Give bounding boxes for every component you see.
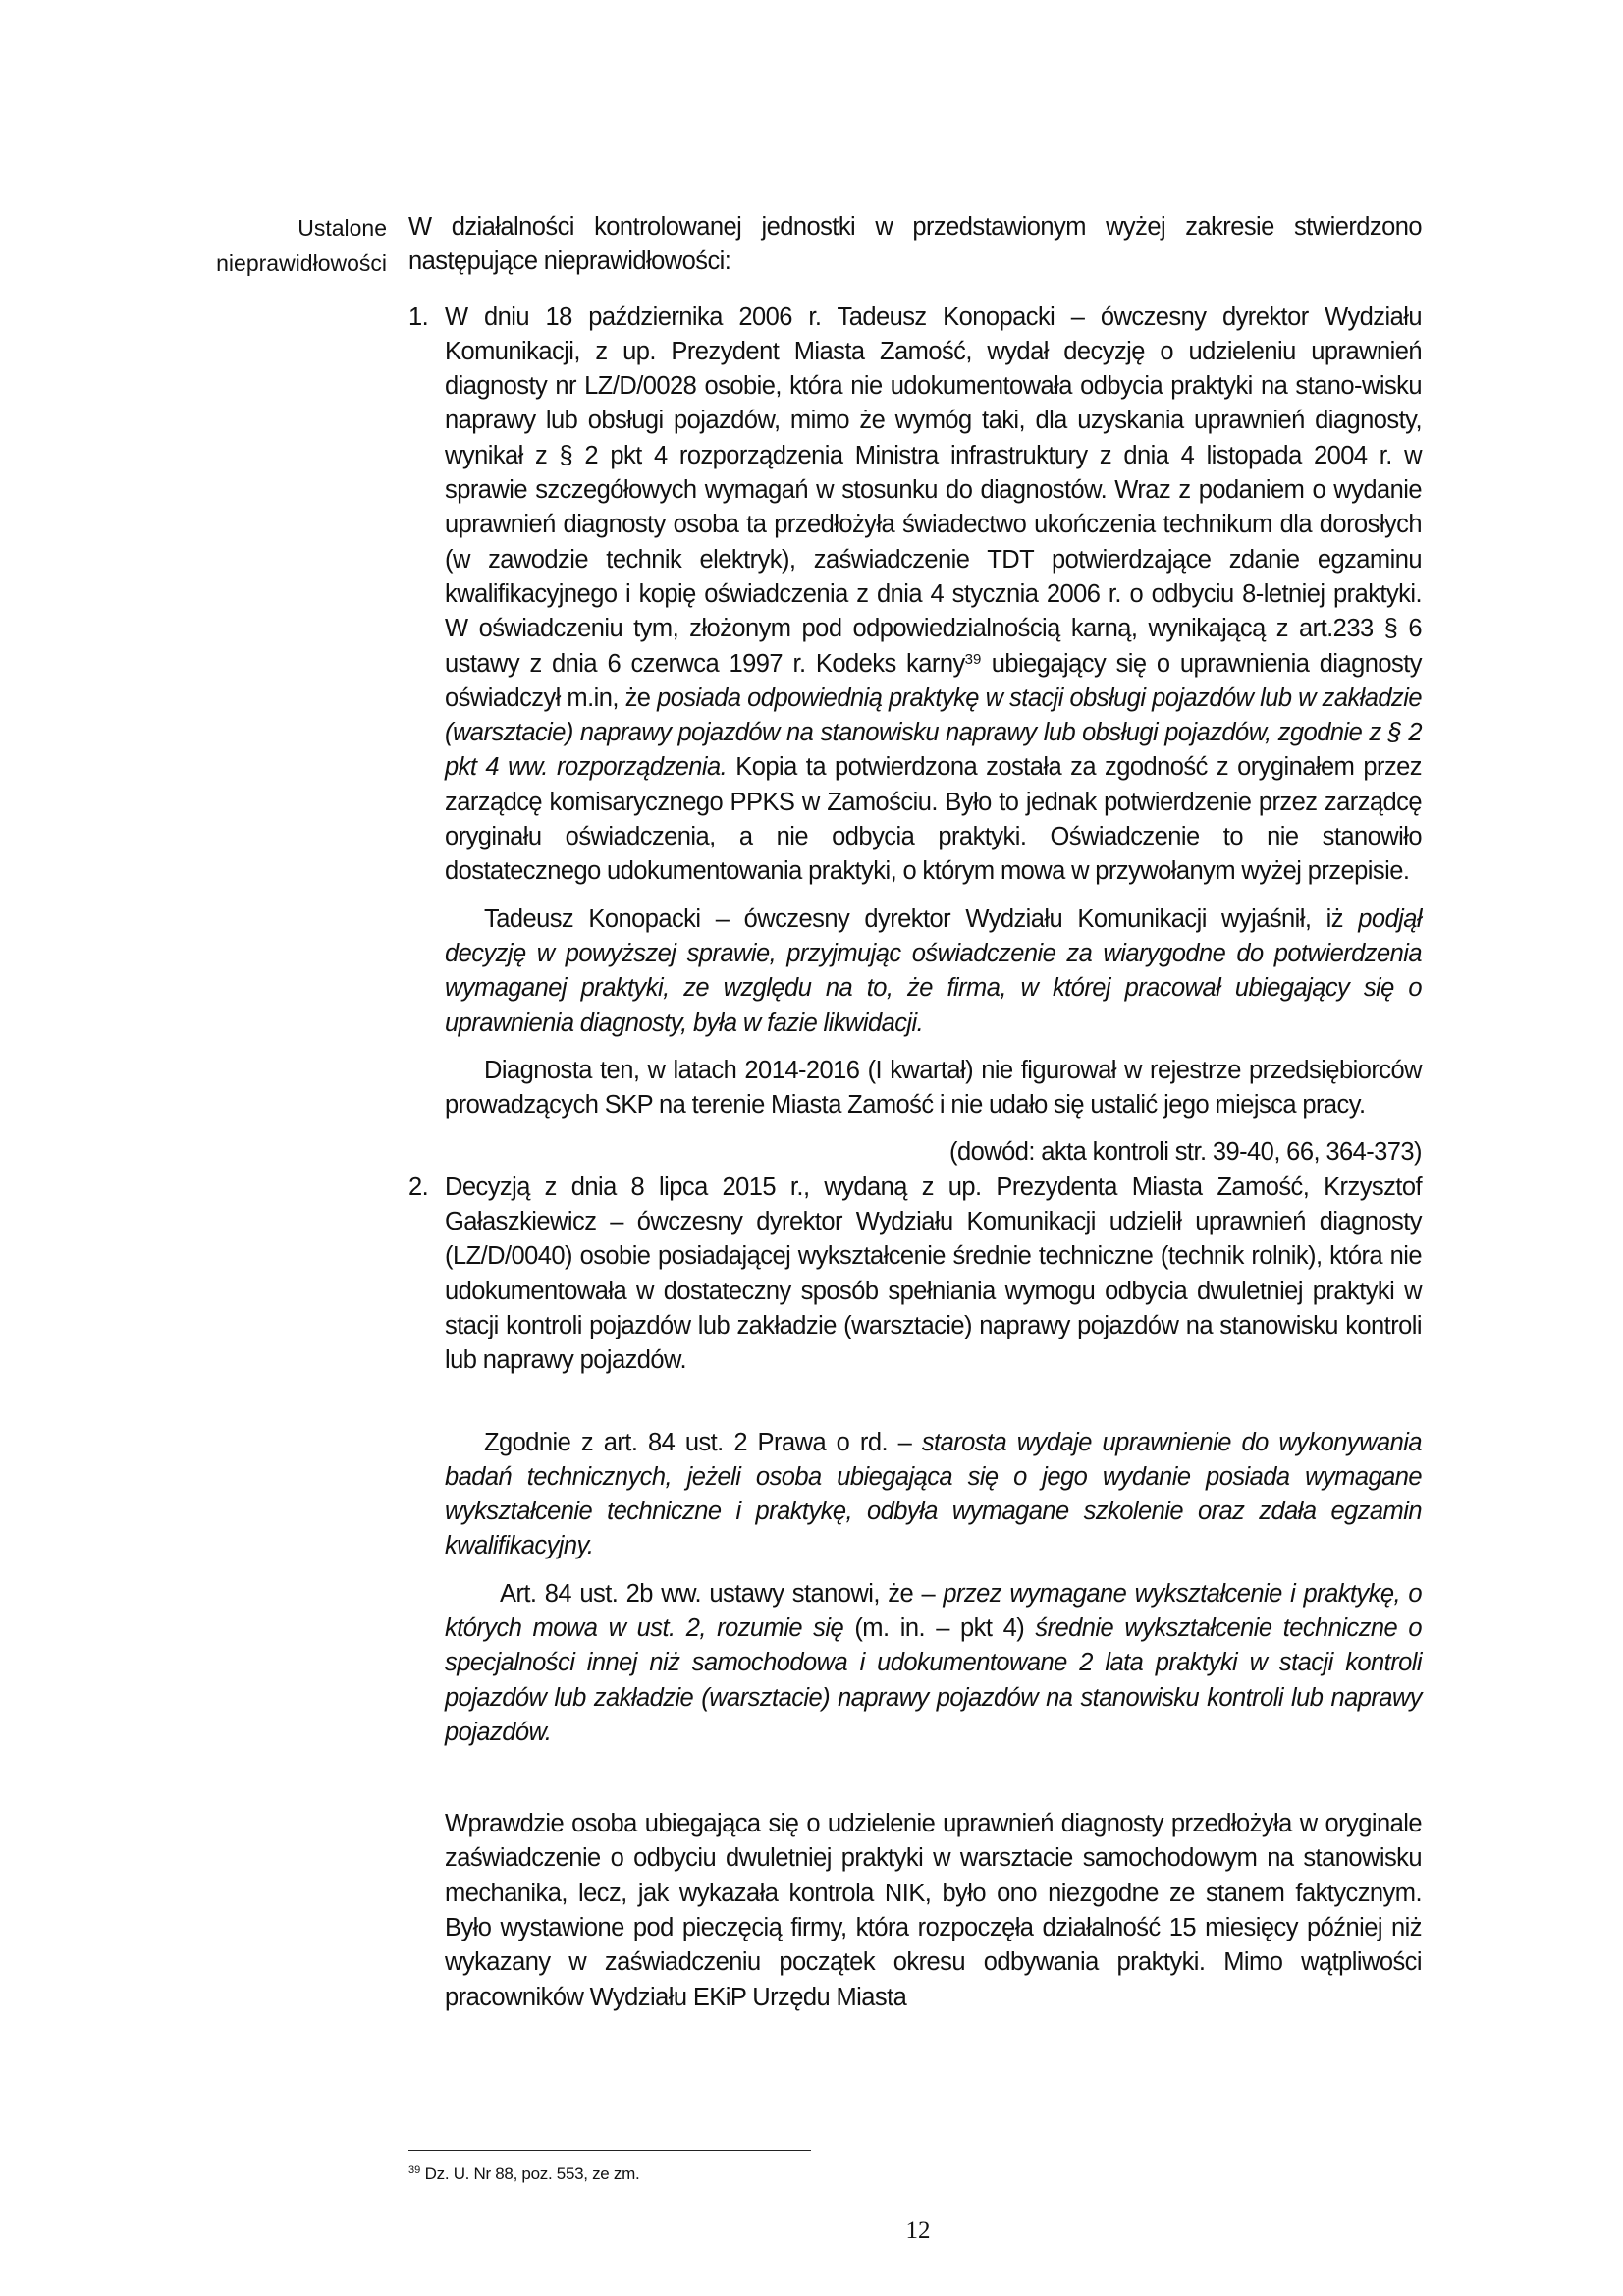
item1-paragraph-2 (445, 902, 1422, 1041)
footnote-reference: 39 (964, 650, 982, 668)
item2-paragraph-3 (445, 1577, 1422, 1750)
item1-paragraph-1 (445, 301, 1422, 890)
item1-paragraph-3: Diagnosta ten, w latach 2014-2016 (I kwartał) nie figurował w rejestrze przedsiębiorców prowadzących SKP na terenie Miasta Zamość i nie udało się ustalić jego miejsca pracy. (445, 1056, 1422, 1120)
quoted-text: przez wymagane wykształcenie i praktykę, o których mowa w ust. 2, rozumie się (445, 1579, 1422, 1642)
text-run: Tadeusz Konopacki – ówczesny dyrektor Wydziału Komunikacji wyjaśnił, iż (484, 904, 1359, 933)
footnote-text: Dz. U. Nr 88, poz. 553, ze zm. (420, 2164, 640, 2183)
text-run: (m. in. – pkt 4) (843, 1613, 1036, 1642)
main-text (408, 210, 1422, 2015)
text-run: W dniu 18 października 2006 r. Tadeusz Konopacki – ówczesny dyrektor Wydziału Komunikacji, z up. Prezydent Miasta Zamość, wydał decyzję o udzieleniu uprawnień diagnosty nr LZ/D/0028 osobie, która nie udokumentowała odbycia praktyki na stano-wisku naprawy lub obsługi pojazdów, mimo że wymóg taki, dla uzyskania uprawnień diagnosty, wynikał z § 2 pkt 4 rozporządzenia Ministra infrastruktury z dnia 4 listopada 2004 r. w sprawie szczegółowych wymagań w stosunku do diagnostów. Wraz z podaniem o wydanie uprawnień diagnosty osoba ta przedłożyła świadectwo ukończenia technikum dla dorosłych (w zawodzie technik elektryk), zaświadczenie TDT potwierdzające zdanie egzaminu kwalifikacyjnego i kopię oświadczenia z dnia 4 stycznia 2006 r. o odbyciu 8-letniej praktyki. W oświadczeniu tym, złożonym pod odpowiedzialnością karną, wynikającą z art.233 § 6 ustawy z dnia 6 czerwca 1997 r. Kodeks karny (445, 302, 1422, 678)
list-item-number: 1. (408, 302, 429, 331)
quoted-text: starosta wydaje uprawnienie do wykonywania badań technicznych, jeżeli osoba ubiegająca się o jego wydanie posiada wymagane wykształcenie techniczne i praktykę, odbyła wymagane szkolenie oraz zdała egzamin kwalifikacyjny. (445, 1428, 1422, 1560)
text-run: Art. 84 ust. 2b ww. ustawy stanowi, że – (500, 1579, 944, 1608)
footnote (408, 2163, 639, 2185)
footnote-separator (408, 2150, 811, 2151)
footnote-number: 39 (408, 2164, 421, 2176)
quoted-text: posiada odpowiednią praktykę w stacji obsługi pojazdów lub w zakładzie (warsztacie) naprawy pojazdów na stanowisku naprawy lub obsługi pojazdów, zgodnie z § 2 pkt 4 ww. rozporządzenia. (445, 683, 1422, 782)
quoted-text: podjął decyzję w powyższej sprawie, przyjmując oświadczenie za wiarygodne do potwierdzenia wymaganej praktyki, ze względu na to, że firma, w której pracował ubiegający się o uprawnienia diagnosty, była w fazie likwidacji. (445, 904, 1422, 1037)
margin-label (147, 210, 387, 281)
page-number: 12 (905, 2217, 931, 2244)
list-item-2 (408, 1171, 1422, 2015)
text-run: ubiegający się o uprawnienia diagnosty oświadczył m.in, że (445, 649, 1422, 712)
evidence-reference: (dowód: akta kontroli str. 39-40, 66, 364-373) (949, 1138, 1422, 1167)
margin-label-line-2: nieprawidłowości (216, 250, 387, 276)
text-run: Kopia ta potwierdzona została za zgodność z oryginałem przez zarządcę komisarycznego PPKS w Zamościu. Było to jednak potwierdzenie przez zarządcę oryginału oświadczenia, a nie odbycia praktyki. Oświadczenie to nie stanowiło dostatecznego udokumentowania praktyki, o którym mowa w przywołanym wyżej przepisie. (445, 753, 1422, 886)
item2-paragraph-2 (445, 1426, 1422, 1564)
list-item-number: 2. (408, 1173, 429, 1201)
quoted-text: średnie wykształcenie techniczne o specjalności innej niż samochodowa i udokumentowane 2 lata praktyki w stacji kontroli pojazdów lub zakładzie (warsztacie) naprawy pojazdów na stanowisku kontroli lub naprawy pojazdów. (445, 1613, 1422, 1746)
intro-paragraph: W działalności kontrolowanej jednostki w przedstawionym wyżej zakresie stwierdzono następujące nieprawidłowości: (408, 213, 1422, 276)
item2-paragraph-4: Wprawdzie osoba ubiegająca się o udzielenie uprawnień diagnosty przedłożyła w oryginale zaświadczenie o odbyciu dwuletniej praktyki w warsztacie samochodowym na stanowisku mechanika, lecz, jak wykazała kontrola NIK, było ono niezgodne ze stanem faktycznym. Było wystawione pod pieczęcią firmy, która rozpoczęła działalność 15 miesięcy później niż wykazany w zaświadczeniu początek okresu odbywania praktyki. Mimo wątpliwości pracowników Wydziału EKiP Urzędu Miasta (445, 1810, 1422, 2011)
list-item-1 (408, 301, 1422, 1171)
margin-label-line-1: Ustalone (298, 215, 387, 241)
text-run: Zgodnie z art. 84 ust. 2 Prawa o rd. – (484, 1428, 922, 1456)
item2-paragraph-1: Decyzją z dnia 8 lipca 2015 r., wydaną z up. Prezydenta Miasta Zamość, Krzysztof Gałaszkiewicz – ówczesny dyrektor Wydziału Komunikacji udzielił uprawnień diagnosty (LZ/D/0040) osobie posiadającej wykształcenie średnie techniczne (technik rolnik), która nie udokumentowała w dostateczny sposób spełniania wymogu odbycia dwuletniej praktyki w stacji kontroli pojazdów lub zakładzie (warsztacie) naprawy pojazdów na stanowisku kontroli lub naprawy pojazdów. (445, 1173, 1422, 1375)
